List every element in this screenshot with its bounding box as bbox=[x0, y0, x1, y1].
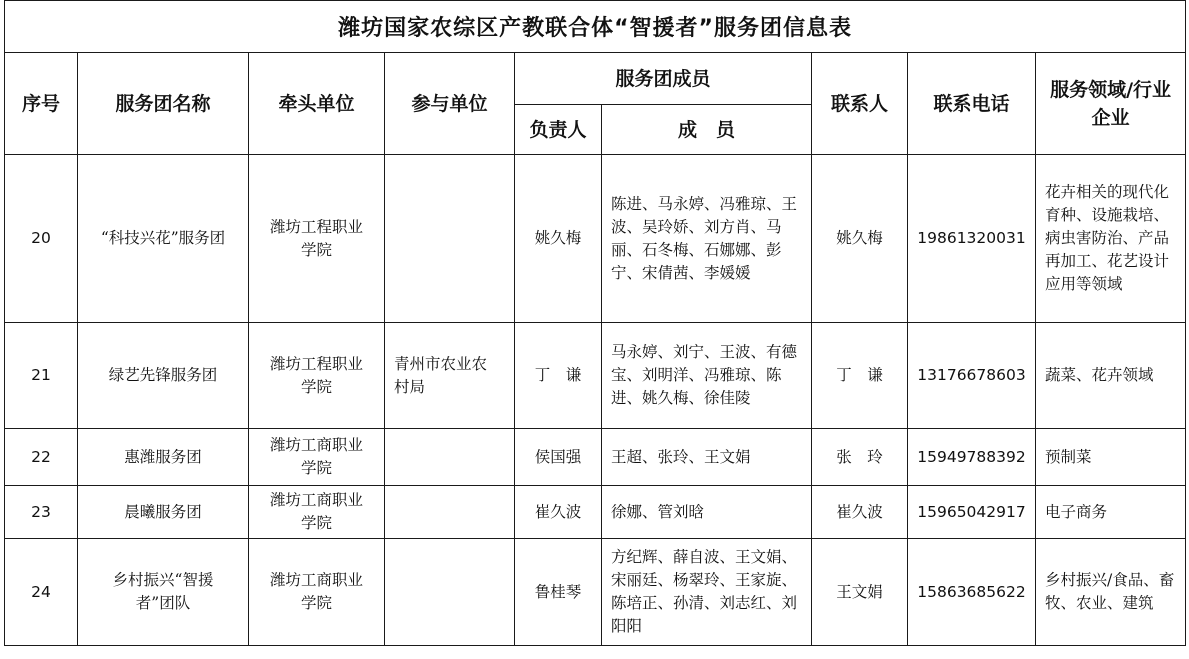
row-phone: 13176678603 bbox=[908, 323, 1036, 429]
header-seq: 序号 bbox=[5, 53, 78, 155]
row-participant-unit: 青州市农业农村局 bbox=[385, 323, 515, 429]
header-field: 服务领域/行业企业 bbox=[1036, 53, 1186, 155]
row-field: 电子商务 bbox=[1036, 486, 1186, 539]
row-phone: 15949788392 bbox=[908, 429, 1036, 486]
row-participant-unit bbox=[385, 155, 515, 323]
row-team-name: 惠潍服务团 bbox=[78, 429, 249, 486]
header-leader: 负责人 bbox=[515, 105, 602, 155]
row-lead-unit: 潍坊工商职业学院 bbox=[249, 429, 385, 486]
row-field: 预制菜 bbox=[1036, 429, 1186, 486]
row-participant-unit bbox=[385, 539, 515, 646]
row-team-name: 绿艺先锋服务团 bbox=[78, 323, 249, 429]
row-team-name: 晨曦服务团 bbox=[78, 486, 249, 539]
row-lead-unit: 潍坊工程职业学院 bbox=[249, 323, 385, 429]
row-leader: 姚久梅 bbox=[515, 155, 602, 323]
row-leader: 崔久波 bbox=[515, 486, 602, 539]
row-seq: 20 bbox=[5, 155, 78, 323]
row-leader: 丁 谦 bbox=[515, 323, 602, 429]
row-contact: 丁 谦 bbox=[812, 323, 908, 429]
row-field: 花卉相关的现代化育种、设施栽培、病虫害防治、产品再加工、花艺设计应用等领域 bbox=[1036, 155, 1186, 323]
row-seq: 24 bbox=[5, 539, 78, 646]
row-members: 王超、张玲、王文娟 bbox=[602, 429, 812, 486]
row-team-name: 乡村振兴“智援者”团队 bbox=[78, 539, 249, 646]
table-row bbox=[5, 323, 1186, 429]
row-participant-unit bbox=[385, 429, 515, 486]
row-phone: 15965042917 bbox=[908, 486, 1036, 539]
service-team-table bbox=[4, 0, 1186, 646]
table-row bbox=[5, 429, 1186, 486]
row-contact: 张 玲 bbox=[812, 429, 908, 486]
row-members: 徐娜、管刘晗 bbox=[602, 486, 812, 539]
row-seq: 23 bbox=[5, 486, 78, 539]
row-members: 方纪辉、薛自波、王文娟、宋丽廷、杨翠玲、王家旋、陈培正、孙清、刘志红、刘阳阳 bbox=[602, 539, 812, 646]
row-leader: 侯国强 bbox=[515, 429, 602, 486]
row-seq: 21 bbox=[5, 323, 78, 429]
table-row bbox=[5, 486, 1186, 539]
table-title: 潍坊国家农综区产教联合体“智援者”服务团信息表 bbox=[5, 1, 1186, 53]
row-contact: 崔久波 bbox=[812, 486, 908, 539]
header-team-name: 服务团名称 bbox=[78, 53, 249, 155]
row-lead-unit: 潍坊工程职业学院 bbox=[249, 155, 385, 323]
row-field: 蔬菜、花卉领域 bbox=[1036, 323, 1186, 429]
table-row bbox=[5, 155, 1186, 323]
row-participant-unit bbox=[385, 486, 515, 539]
row-phone: 19861320031 bbox=[908, 155, 1036, 323]
row-leader: 鲁桂琴 bbox=[515, 539, 602, 646]
row-members: 陈进、马永婷、冯雅琼、王波、吴玲娇、刘方肖、马丽、石冬梅、石娜娜、彭宁、宋倩茜、李媛媛 bbox=[602, 155, 812, 323]
row-lead-unit: 潍坊工商职业学院 bbox=[249, 486, 385, 539]
header-contact: 联系人 bbox=[812, 53, 908, 155]
row-lead-unit: 潍坊工商职业学院 bbox=[249, 539, 385, 646]
table-row bbox=[5, 539, 1186, 646]
header-members-group: 服务团成员 bbox=[515, 53, 812, 105]
row-members: 马永婷、刘宁、王波、有德宝、刘明洋、冯雅琼、陈进、姚久梅、徐佳陵 bbox=[602, 323, 812, 429]
row-phone: 15863685622 bbox=[908, 539, 1036, 646]
row-team-name: “科技兴花”服务团 bbox=[78, 155, 249, 323]
header-lead-unit: 牵头单位 bbox=[249, 53, 385, 155]
row-seq: 22 bbox=[5, 429, 78, 486]
header-members: 成 员 bbox=[602, 105, 812, 155]
row-contact: 姚久梅 bbox=[812, 155, 908, 323]
header-participant-unit: 参与单位 bbox=[385, 53, 515, 155]
row-contact: 王文娟 bbox=[812, 539, 908, 646]
row-field: 乡村振兴/食品、畜牧、农业、建筑 bbox=[1036, 539, 1186, 646]
header-phone: 联系电话 bbox=[908, 53, 1036, 155]
